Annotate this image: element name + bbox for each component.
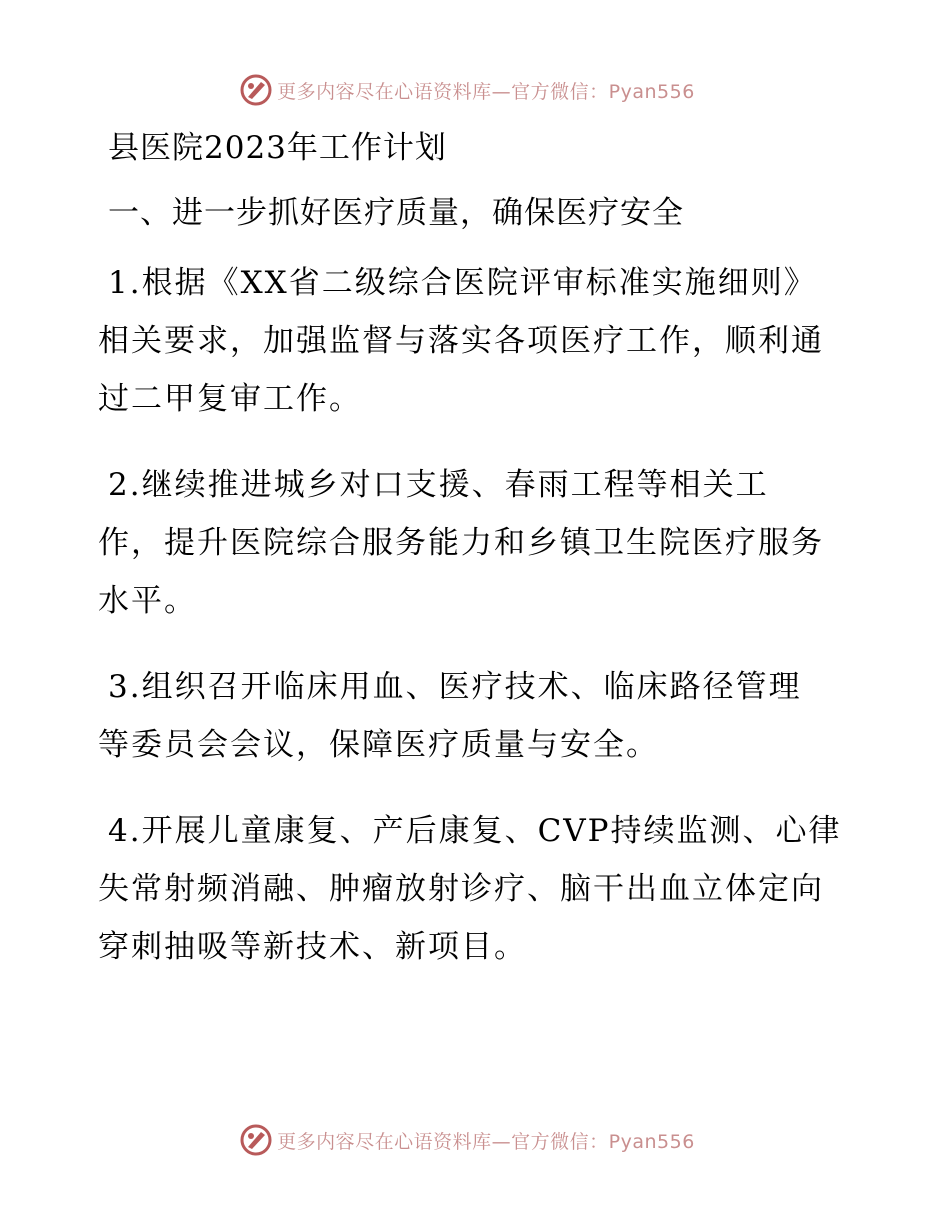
paragraph-line: 失常射频消融、肿瘤放射诊疗、脑干出血立体定向 xyxy=(98,871,824,907)
section-heading: 一、进一步抓好医疗质量，确保医疗安全 xyxy=(108,195,684,231)
paragraph-line: 穿刺抽吸等新技术、新项目。 xyxy=(98,929,527,965)
watermark-header xyxy=(0,70,950,110)
paragraph-line: 1.根据《XX省二级综合医院评审标准实施细则》 xyxy=(108,265,817,301)
watermark-footer xyxy=(0,1120,950,1160)
paragraph-line: 相关要求，加强监督与落实各项医疗工作，顺利通 xyxy=(98,323,824,359)
paragraph-line: 3.组织召开临床用血、医疗技术、临床路径管理 xyxy=(108,669,802,705)
list-item xyxy=(98,658,858,774)
paragraph-line: 2.继续推进城乡对口支援、春雨工程等相关工 xyxy=(108,467,769,503)
watermark-text: 更多内容尽在心语资料库—官方微信：Pyan556 xyxy=(277,80,695,103)
list-item xyxy=(98,254,858,428)
document-body xyxy=(98,120,858,1004)
watermark-text: 更多内容尽在心语资料库—官方微信：Pyan556 xyxy=(277,1130,695,1153)
paragraph-line: 等委员会会议，保障医疗质量与安全。 xyxy=(98,727,659,763)
logo-icon xyxy=(239,1123,273,1157)
list-item xyxy=(98,802,858,976)
document-title: 县医院2023年工作计划 xyxy=(108,130,447,166)
paragraph-line: 作，提升医院综合服务能力和乡镇卫生院医疗服务 xyxy=(98,525,824,561)
logo-icon xyxy=(239,73,273,107)
list-item xyxy=(98,456,858,630)
paragraph-line: 水平。 xyxy=(98,583,197,619)
paragraph-line: 过二甲复审工作。 xyxy=(98,381,362,417)
paragraph-line: 4.开展儿童康复、产后康复、CVP持续监测、心律 xyxy=(108,813,842,849)
